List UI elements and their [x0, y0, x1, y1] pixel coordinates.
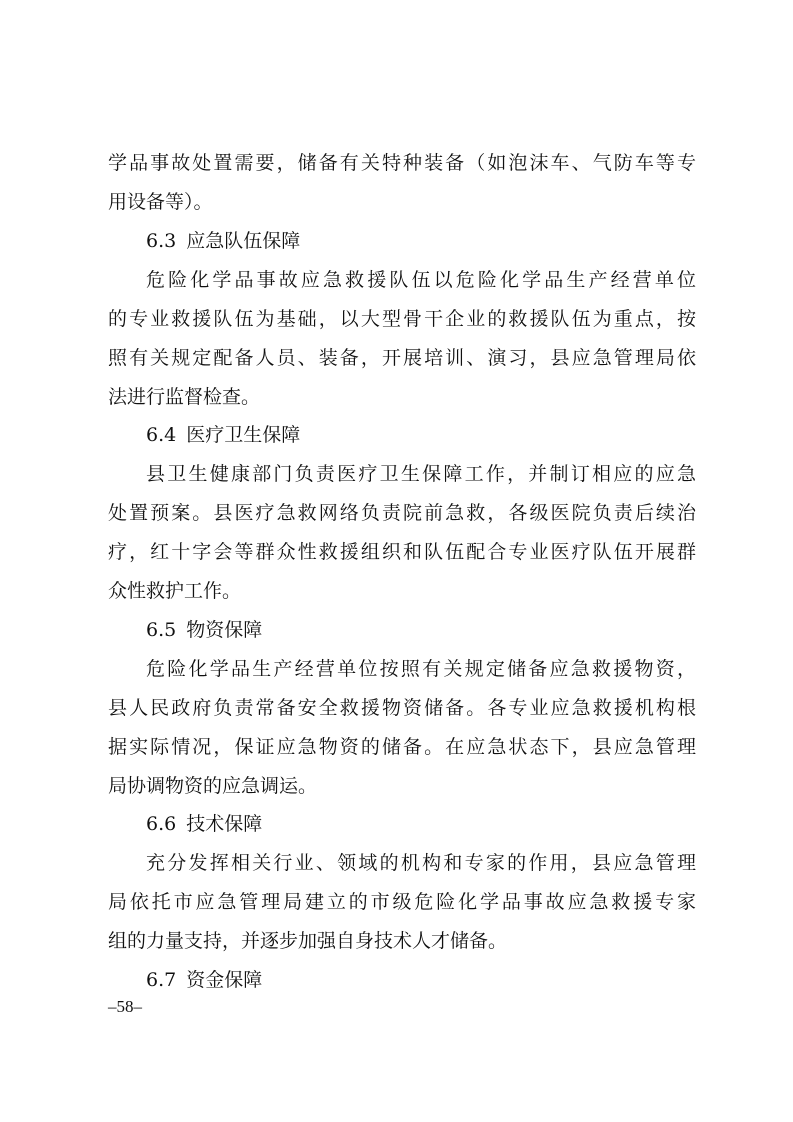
section-number: 6.5: [146, 619, 177, 641]
section-title: 物资保障: [186, 619, 263, 641]
paragraph-line: 县卫生健康部门负责医疗卫生保障工作，并制订相应的应急: [146, 463, 696, 485]
section-heading-6-6: [146, 812, 696, 836]
paragraph-line: 处置预案。县医疗急救网络负责院前急救，各级医院负责后续治: [108, 502, 696, 524]
section-heading-6-7: [146, 968, 696, 992]
paragraph-line: 法进行监督检查。: [108, 386, 261, 408]
section-title: 医疗卫生保障: [186, 424, 301, 446]
section-number: 6.6: [146, 813, 177, 835]
section-number: 6.3: [146, 230, 177, 252]
page-number: –58–: [108, 997, 142, 1016]
section-heading-6-4: [146, 423, 696, 447]
paragraph-line: 局协调物资的应急调运。: [108, 775, 318, 797]
section-heading-6-5: [146, 618, 696, 642]
paragraph-line: 组的力量支持，并逐步加强自身技术人才储备。: [108, 930, 508, 952]
paragraph-line: 局依托市应急管理局建立的市级危险化学品事故应急救援专家: [108, 891, 696, 913]
paragraph-line: 照有关规定配备人员、装备，开展培训、演习，县应急管理局依: [108, 347, 696, 369]
paragraph-line: 疗，红十字会等群众性救援组织和队伍配合专业医疗队伍开展群: [108, 541, 696, 563]
paragraph-line: 危险化学品事故应急救援队伍以危险化学品生产经营单位: [146, 269, 696, 291]
section-title: 技术保障: [186, 813, 263, 835]
section-number: 6.7: [146, 969, 177, 991]
paragraph-line: 众性救护工作。: [108, 580, 242, 602]
section-title: 资金保障: [186, 969, 263, 991]
section-number: 6.4: [146, 424, 177, 446]
paragraph-line: 危险化学品生产经营单位按照有关规定储备应急救援物资，: [146, 658, 696, 680]
paragraph-line: 据实际情况，保证应急物资的储备。在应急状态下，县应急管理: [108, 736, 696, 758]
paragraph-line: 学品事故处置需要，储备有关特种装备（如泡沫车、气防车等专: [108, 152, 696, 174]
paragraph-line: 的专业救援队伍为基础，以大型骨干企业的救援队伍为重点，按: [108, 308, 696, 330]
section-title: 应急队伍保障: [186, 230, 301, 252]
paragraph-line: 用设备等）。: [108, 191, 213, 213]
paragraph-line: 充分发挥相关行业、领域的机构和专家的作用，县应急管理: [146, 852, 696, 874]
paragraph-line: 县人民政府负责常备安全救援物资储备。各专业应急救援机构根: [108, 697, 696, 719]
section-heading-6-3: [146, 229, 696, 253]
